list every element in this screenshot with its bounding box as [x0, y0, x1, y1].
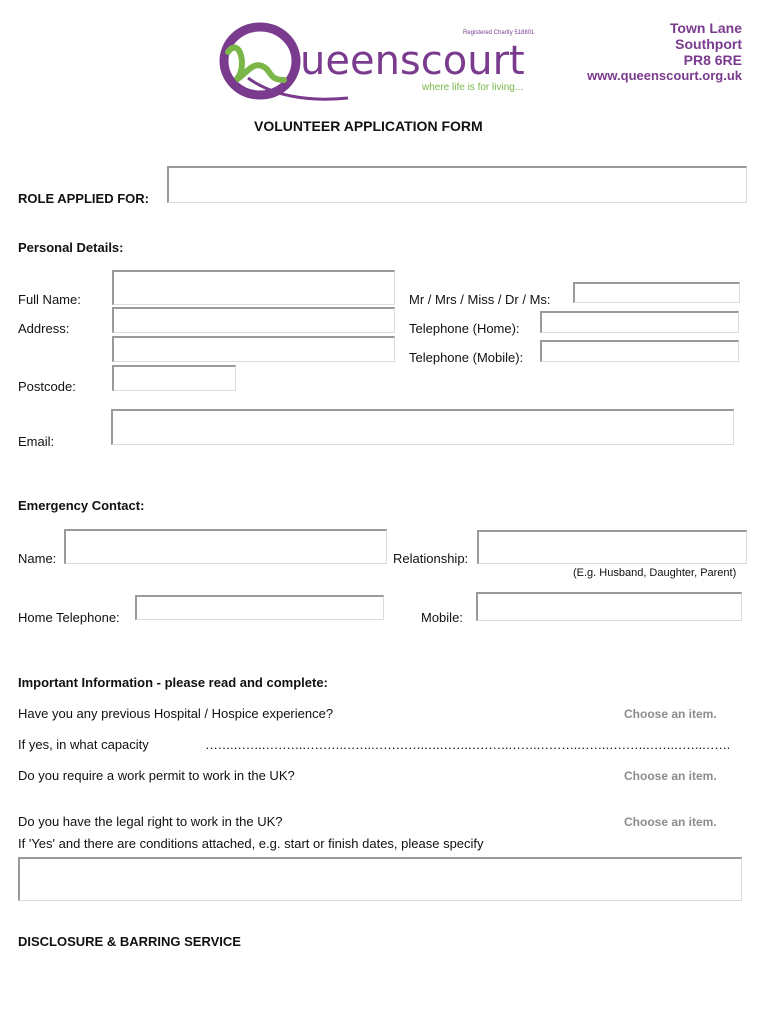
tel-home-input[interactable] — [540, 311, 739, 333]
full-name-input[interactable] — [112, 270, 395, 305]
tel-mobile-label: Telephone (Mobile): — [409, 350, 524, 365]
q-hospital: Have you any previous Hospital / Hospice experience? — [18, 706, 334, 721]
emergency-heading: Emergency Contact: — [18, 498, 145, 513]
ec-name-input[interactable] — [64, 529, 387, 564]
address-line2-input[interactable] — [112, 336, 395, 362]
title-label: Mr / Mrs / Miss / Dr / Ms: — [409, 292, 551, 307]
legal-dropdown[interactable]: Choose an item. — [624, 815, 717, 829]
conditions-input[interactable] — [18, 857, 742, 901]
postcode-label: Postcode: — [18, 379, 76, 394]
email-input[interactable] — [111, 409, 734, 445]
q-capacity: If yes, in what capacity — [18, 737, 149, 752]
website-link[interactable]: www.queenscourt.org.uk — [587, 68, 742, 83]
ec-mobile-label: Mobile: — [421, 610, 463, 625]
logo-charity-text: Registered Charity 518801 — [463, 30, 535, 36]
address-line2: Southport — [675, 36, 742, 52]
header-address — [587, 20, 742, 84]
role-input[interactable] — [167, 166, 747, 203]
full-name-label: Full Name: — [18, 292, 81, 307]
tel-mobile-input[interactable] — [540, 340, 739, 362]
ec-mobile-input[interactable] — [476, 592, 742, 621]
address-line1-input[interactable] — [112, 307, 395, 333]
email-label: Email: — [18, 434, 55, 449]
ec-name-label: Name: — [18, 551, 57, 566]
form-title: VOLUNTEER APPLICATION FORM — [254, 118, 483, 134]
relationship-hint: (E.g. Husband, Daughter, Parent) — [573, 567, 737, 579]
postcode-input[interactable] — [112, 365, 236, 391]
capacity-dotted-line[interactable]: …….…….……….……….…….………….….…….……….…….……….…….……….…….…….……. — [205, 737, 730, 752]
queenscourt-logo — [218, 18, 548, 104]
important-heading: Important Information - please read and complete: — [18, 675, 328, 690]
q-conditions: If 'Yes' and there are conditions attached, e.g. start or finish dates, please specify — [18, 836, 484, 851]
personal-heading: Personal Details: — [18, 240, 124, 255]
tel-home-label: Telephone (Home): — [409, 321, 520, 336]
relationship-input[interactable] — [477, 530, 747, 564]
address-line3: PR8 6RE — [683, 52, 742, 68]
title-input[interactable] — [573, 282, 740, 303]
address-line1: Town Lane — [669, 20, 742, 36]
q-permit: Do you require a work permit to work in the UK? — [18, 768, 295, 783]
disclosure-heading: DISCLOSURE & BARRING SERVICE — [18, 934, 241, 949]
logo-tagline: where life is for living... — [422, 82, 524, 93]
role-label: ROLE APPLIED FOR: — [18, 191, 149, 206]
ec-home-tel-input[interactable] — [135, 595, 384, 620]
q-legal: Do you have the legal right to work in the UK? — [18, 814, 283, 829]
home-tel-label: Home Telephone: — [18, 610, 120, 625]
hospital-dropdown[interactable]: Choose an item. — [624, 707, 717, 721]
permit-dropdown[interactable]: Choose an item. — [624, 769, 717, 783]
address-label: Address: — [18, 321, 70, 336]
logo-word-visible: ueenscourt — [300, 38, 525, 84]
relationship-label: Relationship: — [393, 551, 469, 566]
